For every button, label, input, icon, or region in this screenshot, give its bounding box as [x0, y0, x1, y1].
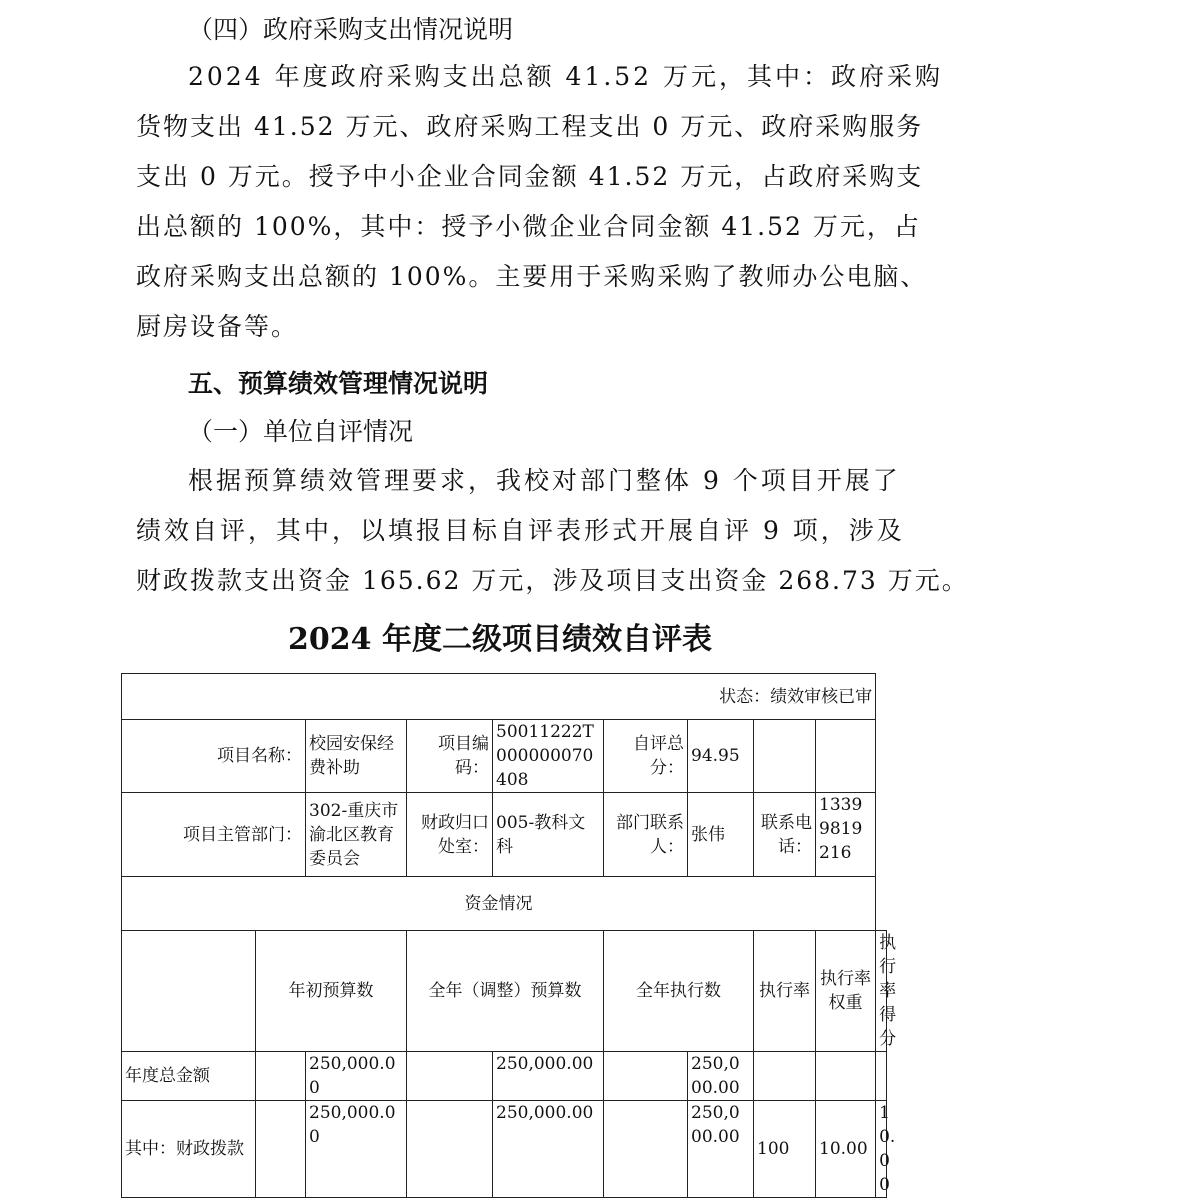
sub1-line-3: 财政拨款支出资金 165.62 万元，涉及项目支出资金 268.73 万元。: [136, 566, 969, 595]
row-label-fiscal: 其中：财政拨款: [122, 1101, 256, 1198]
col-rate-weight: 执行率权重: [816, 931, 876, 1052]
total-execution-rate: [754, 1052, 816, 1101]
project-name-label: 项目名称：: [122, 720, 306, 793]
table-title: 2024 年度二级项目绩效自评表: [288, 622, 712, 657]
empty-cell: [604, 1101, 688, 1198]
sub1-heading: （一）单位自评情况: [188, 417, 414, 446]
col-adjusted-budget: 全年（调整）预算数: [407, 931, 604, 1052]
section4-line-3: 支出 0 万元。授予中小企业合同金额 41.52 万元，占政府采购支: [136, 162, 924, 191]
col-initial-budget: 年初预算数: [256, 931, 407, 1052]
section4-line-6: 厨房设备等。: [136, 312, 299, 341]
funds-heading: 资金情况: [122, 877, 876, 931]
empty-cell: [122, 931, 256, 1052]
col-rate-score: 执行率得分: [876, 931, 887, 1052]
total-initial-budget: 250,000.00: [306, 1052, 407, 1101]
total-rate-score: [876, 1052, 887, 1101]
row-label-total: 年度总金额: [122, 1052, 256, 1101]
section4-line-4: 出总额的 100%，其中：授予小微企业合同金额 41.52 万元，占: [136, 212, 921, 241]
empty-cell: [407, 1052, 493, 1101]
empty-cell: [256, 1052, 306, 1101]
empty-cell: [407, 1101, 493, 1198]
empty-cell: [604, 1052, 688, 1101]
fiscal-adjusted-budget: 250,000.00: [493, 1101, 604, 1198]
contact-label: 部门联系人：: [604, 793, 688, 877]
contact-value: 张伟: [688, 793, 754, 877]
finance-office-value: 005-教科文科: [493, 793, 604, 877]
project-name-value: 校园安保经费补助: [306, 720, 407, 793]
project-code-label: 项目编码：: [407, 720, 493, 793]
col-execution-rate: 执行率: [754, 931, 816, 1052]
section5-heading: 五、预算绩效管理情况说明: [188, 369, 489, 398]
dept-value: 302-重庆市渝北区教育委员会: [306, 793, 407, 877]
self-score-label: 自评总分：: [604, 720, 688, 793]
total-adjusted-budget: 250,000.00: [493, 1052, 604, 1101]
finance-office-label: 财政归口处室：: [407, 793, 493, 877]
section4-heading: （四）政府采购支出情况说明: [188, 15, 514, 44]
fiscal-initial-budget: 250,000.00: [306, 1101, 407, 1198]
status-label: 状态：绩效审核已审: [122, 674, 876, 720]
sub1-line-2: 绩效自评，其中，以填报目标自评表形式开展自评 9 项，涉及: [136, 516, 905, 545]
empty-cell: [754, 720, 816, 793]
total-executed: 250,000.00: [688, 1052, 754, 1101]
empty-cell: [256, 1101, 306, 1198]
fiscal-rate-score: 10.00: [876, 1101, 887, 1198]
total-rate-weight: [816, 1052, 876, 1101]
dept-label: 项目主管部门：: [122, 793, 306, 877]
phone-value: 13399819216: [816, 793, 876, 877]
phone-label: 联系电话：: [754, 793, 816, 877]
section4-line-5: 政府采购支出总额的 100%。主要用于采购采购了教师办公电脑、: [136, 262, 928, 291]
fiscal-rate-weight: 10.00: [816, 1101, 876, 1198]
section4-line-2: 货物支出 41.52 万元、政府采购工程支出 0 万元、政府采购服务: [136, 112, 924, 141]
sub1-line-1: 根据预算绩效管理要求，我校对部门整体 9 个项目开展了: [188, 466, 901, 495]
fiscal-executed: 250,000.00: [688, 1101, 754, 1198]
section4-line-1: 2024 年度政府采购支出总额 41.52 万元，其中：政府采购: [188, 62, 944, 91]
empty-cell: [816, 720, 876, 793]
self-score-value: 94.95: [688, 720, 754, 793]
col-executed: 全年执行数: [604, 931, 754, 1052]
fiscal-execution-rate: 100: [754, 1101, 816, 1198]
project-code-value: 50011222T000000070408: [493, 720, 604, 793]
performance-self-evaluation-table: [121, 673, 897, 1198]
